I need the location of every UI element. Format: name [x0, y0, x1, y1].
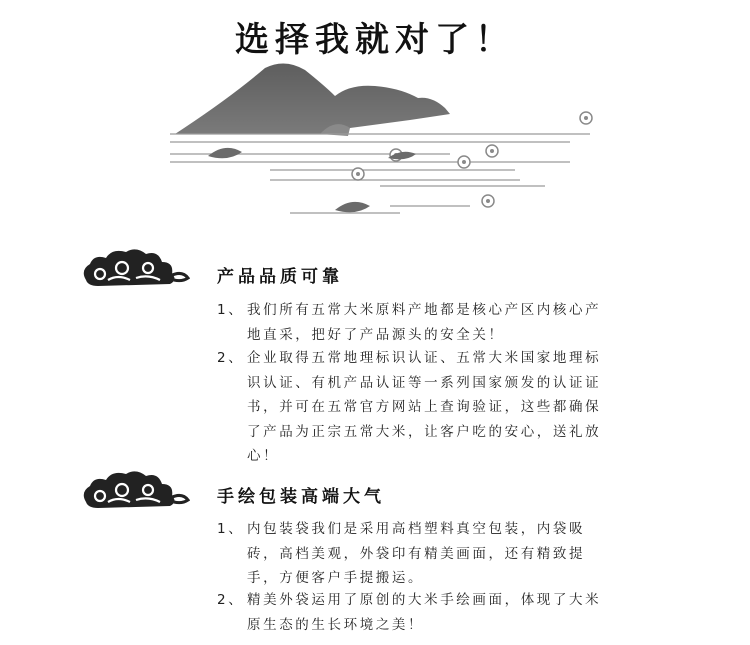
- auspicious-cloud-icon: [78, 466, 190, 514]
- list-item: [217, 298, 607, 347]
- section-title-packaging: 手绘包装高端大气: [217, 487, 385, 507]
- mountain-landscape-illustration: [170, 58, 610, 228]
- item-text: 内包装袋我们是采用高档塑料真空包装，内袋吸砖，高档美观，外袋印有精美画面，还有精致提手，方便客户手提搬运。: [247, 521, 586, 587]
- section-title-quality: 产品品质可靠: [217, 267, 343, 287]
- item-number: 1、: [217, 302, 245, 318]
- item-text: 企业取得五常地理标识认证、五常大米国家地理标识认证、有机产品认证等一系列国家颁发的认证证书，并可在五常官方网站上查询验证，这些都确保了产品为正宗五常大米，让客户吃的安心，送礼放心！: [247, 350, 602, 465]
- item-number: 2、: [217, 350, 245, 366]
- item-number: 1、: [217, 521, 245, 537]
- list-item: [217, 517, 607, 591]
- item-text: 精美外袋运用了原创的大米手绘画面，体现了大米原生态的生长环境之美！: [247, 592, 602, 633]
- page-title: 选择我就对了！: [235, 20, 515, 60]
- item-text: 我们所有五常大米原料产地都是核心产区内核心产地直采，把好了产品源头的安全关！: [247, 302, 602, 343]
- item-number: 2、: [217, 592, 245, 608]
- list-item: [217, 588, 607, 637]
- auspicious-cloud-icon: [78, 244, 190, 292]
- list-item: [217, 346, 607, 469]
